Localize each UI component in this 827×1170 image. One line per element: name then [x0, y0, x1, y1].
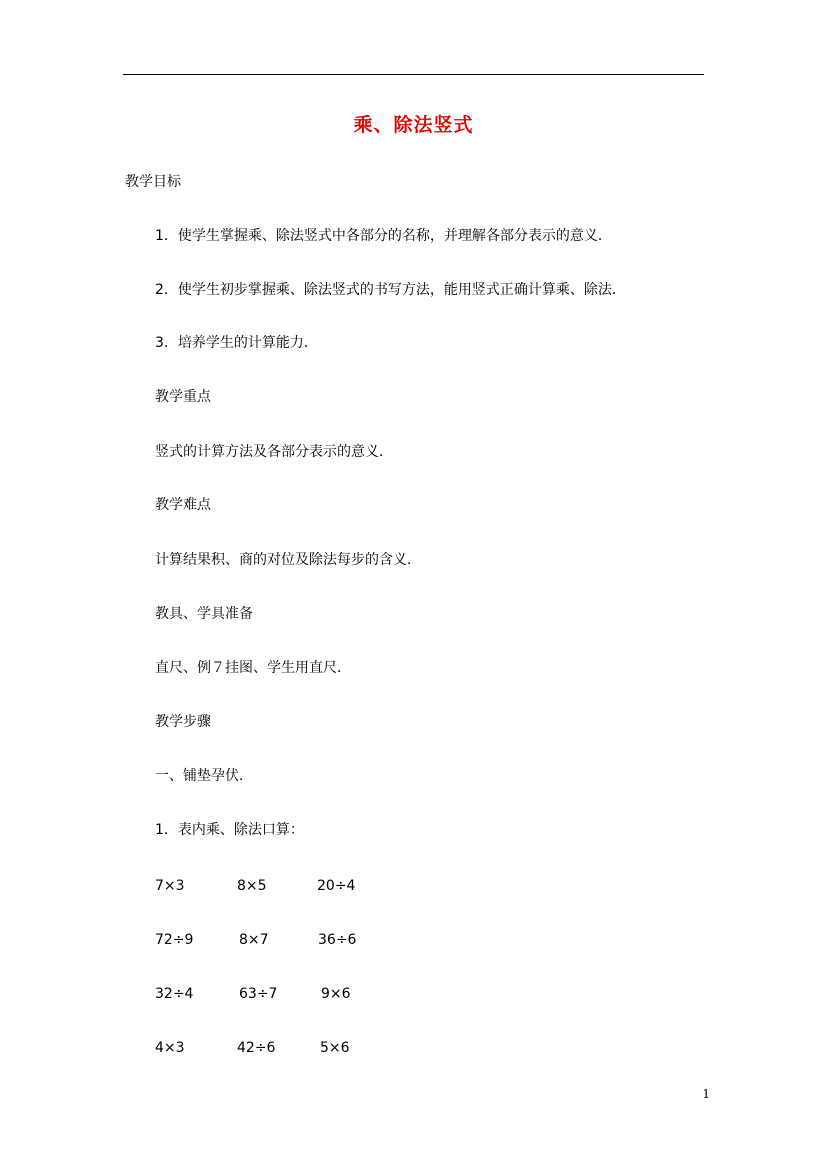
exercise-item: 9×6	[321, 986, 351, 1002]
oral-calculation-heading: 1．表内乘、除法口算：	[155, 822, 304, 838]
step-1-heading: 一、铺垫孕伏．	[155, 768, 253, 784]
exercise-item: 42÷6	[237, 1040, 276, 1056]
exercise-item: 36÷6	[318, 932, 357, 948]
exercise-item: 32÷4	[155, 986, 194, 1002]
section-heading-key-points: 教学重点	[155, 389, 211, 405]
section-heading-steps: 教学步骤	[155, 714, 211, 730]
section-heading-materials: 教具、学具准备	[155, 606, 253, 622]
exercise-item: 8×7	[239, 932, 269, 948]
header-rule	[123, 74, 704, 75]
materials-text: 直尺、例７挂图、学生用直尺．	[155, 660, 351, 676]
exercise-item: 8×5	[237, 878, 267, 894]
exercise-item: 5×6	[320, 1040, 350, 1056]
difficulties-text: 计算结果积、商的对位及除法每步的含义．	[155, 552, 421, 568]
exercise-item: 63÷7	[239, 986, 278, 1002]
objective-2: 2．使学生初步掌握乘、除法竖式的书写方法，能用竖式正确计算乘、除法．	[155, 282, 626, 298]
exercise-item: 20÷4	[317, 878, 356, 894]
page-number: 1	[702, 1087, 710, 1101]
section-heading-difficulties: 教学难点	[155, 497, 211, 513]
exercise-item: 4×3	[155, 1040, 185, 1056]
document-title: 乘、除法竖式	[353, 114, 474, 136]
exercise-item: 72÷9	[155, 932, 194, 948]
objective-3: 3．培养学生的计算能力．	[155, 335, 318, 351]
objective-1: 1．使学生掌握乘、除法竖式中各部分的名称，并理解各部分表示的意义．	[155, 228, 612, 244]
key-points-text: 竖式的计算方法及各部分表示的意义．	[155, 444, 393, 460]
section-heading-objectives: 教学目标	[125, 174, 181, 190]
exercise-item: 7×3	[155, 878, 185, 894]
